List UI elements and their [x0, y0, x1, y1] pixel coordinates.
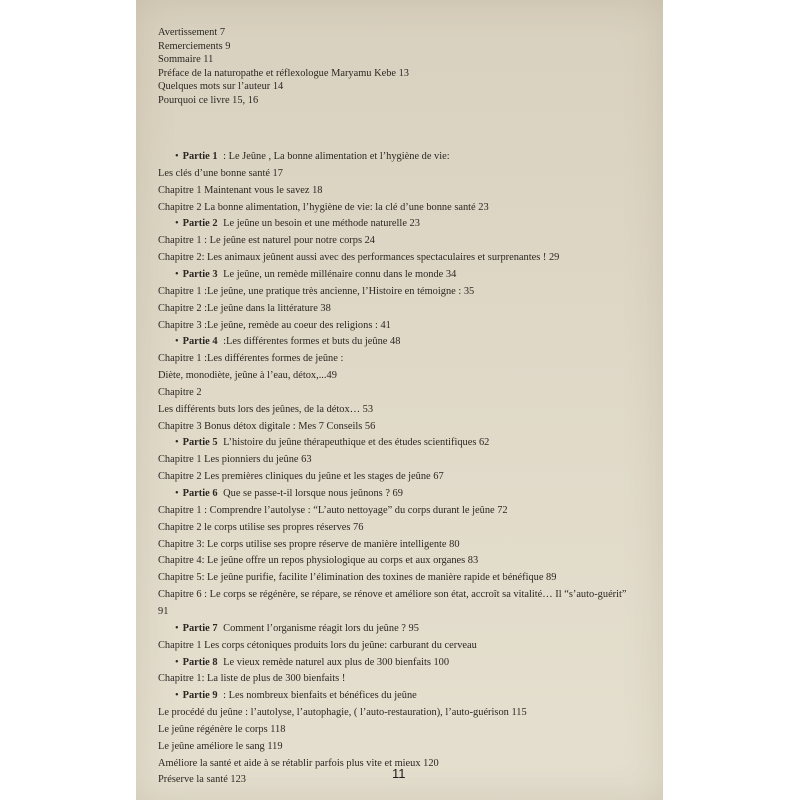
toc-part-heading: [158, 268, 456, 281]
book-page: [136, 0, 663, 800]
front-matter-item: Quelques mots sur l’auteur 14: [158, 81, 284, 93]
toc-entry: Le jeûne régénère le corps 118: [158, 723, 286, 735]
bullet-icon: •: [175, 690, 179, 702]
page-number: 11: [392, 766, 406, 781]
toc-part-heading: [158, 150, 450, 163]
front-matter-item: Pourquoi ce livre 15, 16: [158, 95, 259, 106]
part-label: Partie 3: [182, 268, 218, 280]
toc-entry: Chapitre 1 :Le jeûne, une pratique très ancienne, l’Histoire en témoigne : 35: [158, 285, 475, 297]
part-title: : Les nombreux bienfaits et bénéfices du jeûne: [220, 690, 417, 702]
part-label: Partie 2: [182, 218, 218, 230]
part-label: Partie 7: [182, 622, 218, 634]
toc-entry: Préserve la santé 123: [158, 774, 247, 786]
toc-entry: Diète, monodiète, jeûne à l’eau, détox,...49: [158, 370, 337, 382]
bullet-icon: •: [175, 268, 179, 280]
toc-entry: Chapitre 2 le corps utilise ses propres réserves 76: [158, 521, 364, 533]
toc-entry: Le jeûne améliore le sang 119: [158, 740, 283, 752]
toc-entry: Chapitre 4: Le jeûne offre un repos physiologique au corps et aux organes 83: [158, 555, 479, 567]
part-label: Partie 4: [182, 336, 218, 348]
front-matter-item: Sommaire 11: [158, 54, 214, 66]
toc-part-heading: [158, 217, 420, 230]
toc-entry: Chapitre 3: Le corps utilise ses propre réserve de manière intelligente 80: [158, 538, 460, 550]
toc-entry: Chapitre 1 : Comprendre l’autolyse : “L’auto nettoyage” du corps durant le jeûne 72: [158, 504, 508, 516]
part-title: Le jeûne un besoin et une méthode naturelle 23: [220, 218, 420, 230]
toc-part-heading: [158, 487, 403, 500]
toc-entry: Chapitre 1 Les pionniers du jeûne 63: [158, 454, 312, 466]
bullet-icon: •: [175, 218, 179, 230]
toc-entry: Chapitre 2 Les premières cliniques du jeûne et les stages de jeûne 67: [158, 471, 444, 483]
part-title: Le vieux remède naturel aux plus de 300 bienfaits 100: [220, 656, 450, 668]
toc-entry: Chapitre 3 Bonus détox digitale : Mes 7 Conseils 56: [158, 420, 376, 432]
toc-part-heading: [158, 335, 400, 348]
bullet-icon: •: [175, 622, 179, 634]
part-label: Partie 9: [182, 690, 218, 702]
toc-entry: Chapitre 1 Les corps cétoniques produits lors du jeûne: carburant du cerveau: [158, 639, 477, 651]
part-title: Le jeûne, un remède millénaire connu dans le monde 34: [220, 268, 457, 280]
toc-entry: Chapitre 2 :Le jeûne dans la littérature 38: [158, 302, 331, 314]
toc-entry: Chapitre 2: [158, 386, 202, 398]
toc-entry: Les différents buts lors des jeûnes, de la détox… 53: [158, 403, 374, 415]
front-matter-item: Préface de la naturopathe et réflexologue Maryamu Kebe 13: [158, 67, 409, 79]
front-matter-item: Avertissement 7: [158, 27, 226, 38]
toc-entry: Chapitre 5: Le jeûne purifie, facilite l’élimination des toxines de manière rapide et bénéfique 89: [158, 572, 557, 584]
part-title: Que se passe-t-il lorsque nous jeûnons ? 69: [220, 488, 403, 499]
toc-part-heading: [158, 622, 419, 635]
toc-entry: Chapitre 2 La bonne alimentation, l’hygiène de vie: la clé d’une bonne santé 23: [158, 201, 489, 213]
toc-entry: Chapitre 2: Les animaux jeûnent aussi avec des performances spectaculaires et surprenantes ! 29: [158, 252, 560, 264]
part-title: Comment l’organisme réagit lors du jeûne ? 95: [220, 622, 419, 634]
toc-entry: Chapitre 1 : Le jeûne est naturel pour notre corps 24: [158, 235, 375, 247]
part-label: Partie 8: [182, 656, 218, 668]
part-label: Partie 6: [182, 488, 218, 499]
part-title: L’histoire du jeûne thérapeuthique et des études scientifiques 62: [220, 437, 490, 449]
part-label: Partie 5: [182, 437, 218, 449]
bullet-icon: •: [175, 336, 179, 348]
toc-entry: Chapitre 1 :Les différentes formes de jeûne :: [158, 353, 344, 365]
part-label: Partie 1: [182, 151, 218, 162]
toc-entry: Le procédé du jeûne : l’autolyse, l’autophagie, ( l’auto-restauration), l’auto-guérison 115: [158, 707, 527, 719]
front-matter-item: Remerciements 9: [158, 40, 231, 52]
toc-part-heading: [158, 656, 449, 669]
part-title: : Le Jeûne , La bonne alimentation et l’hygiène de vie:: [220, 151, 450, 162]
toc-part-heading: [158, 436, 489, 449]
toc-part-heading: [158, 689, 417, 702]
toc-entry: Chapitre 1: La liste de plus de 300 bienfaits !: [158, 673, 346, 685]
bullet-icon: •: [175, 437, 179, 449]
toc-entry: Chapitre 1 Maintenant vous le savez 18: [158, 184, 323, 196]
toc-entry: Chapitre 6 : Le corps se régénère, se répare, se rénove et améliore son état, accroît sa vitalité… Il “s’auto-guérit”: [158, 589, 627, 601]
toc-entry: Améliore la santé et aide à se rétablir parfois plus vite et mieux 120: [158, 757, 439, 769]
part-title: :Les différentes formes et buts du jeûne 48: [220, 336, 401, 348]
toc-entry: 91: [158, 605, 169, 617]
bullet-icon: •: [175, 488, 179, 499]
bullet-icon: •: [175, 656, 179, 668]
toc-entry: Chapitre 3 :Le jeûne, remède au coeur des religions : 41: [158, 319, 391, 331]
toc-entry: Les clés d’une bonne santé 17: [158, 167, 283, 179]
bullet-icon: •: [175, 151, 179, 162]
